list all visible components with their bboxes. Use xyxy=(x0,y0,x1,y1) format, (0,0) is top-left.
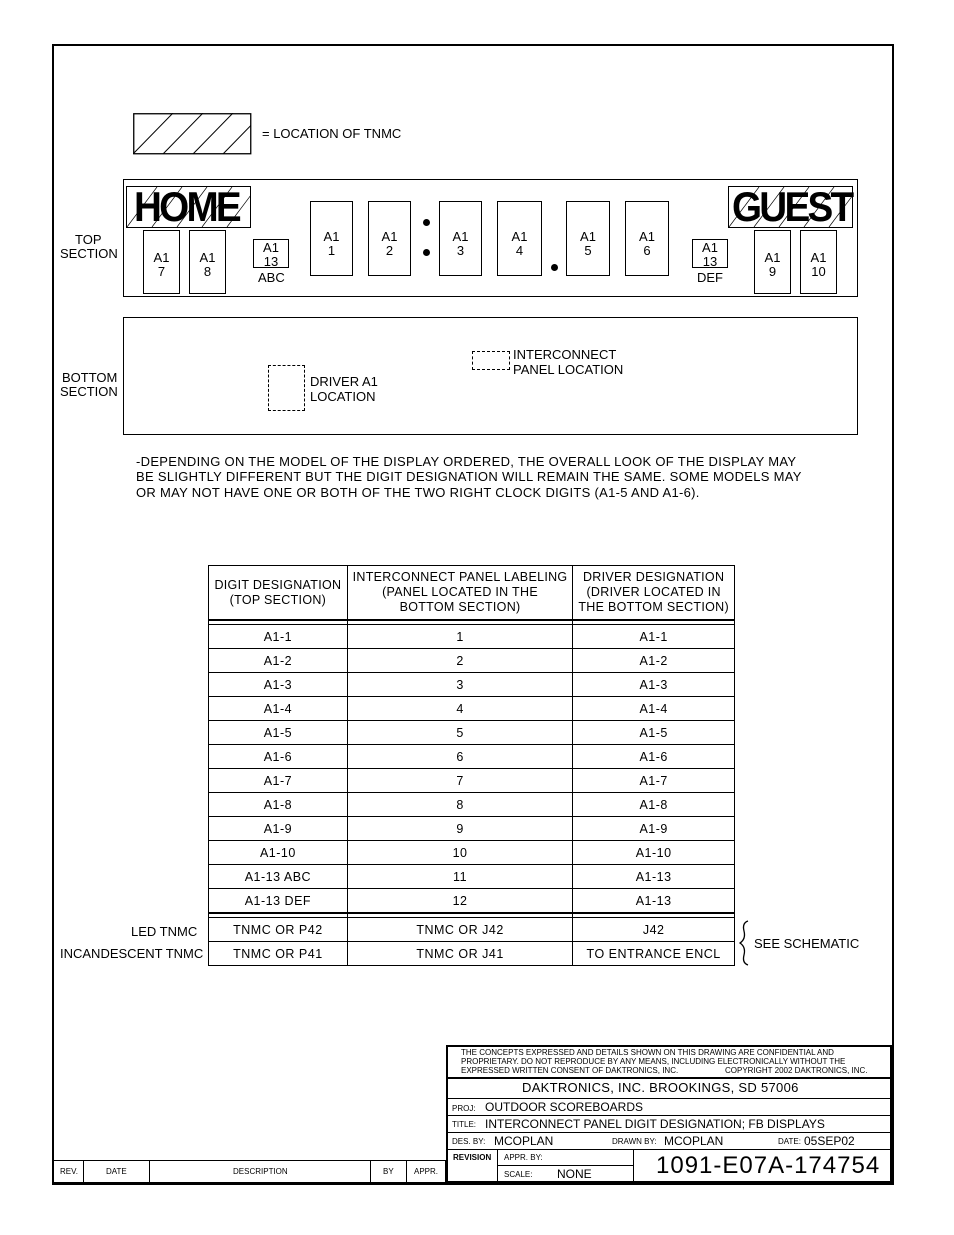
table-row: A1-6 6 A1-6 xyxy=(209,745,735,769)
table-header-row xyxy=(209,566,735,621)
table-row: A1-4 4 A1-4 xyxy=(209,697,735,721)
rev-date-header: DATE xyxy=(106,1167,127,1176)
digit-a1-10: A1 10 xyxy=(800,230,837,294)
table-row: A1-10 10 A1-10 xyxy=(209,841,735,865)
table-row: A1-8 8 A1-8 xyxy=(209,793,735,817)
digit-a1-2: A1 2 xyxy=(368,201,411,276)
appr-by-label: APPR. BY: xyxy=(504,1153,543,1162)
title-value: INTERCONNECT PANEL DIGIT DESIGNATION; FB DISPLAYS xyxy=(485,1117,825,1131)
header-driver-designation: DRIVER DESIGNATION (DRIVER LOCATED IN THE BOTTOM SECTION) xyxy=(573,566,735,621)
interconnect-label-2: PANEL LOCATION xyxy=(513,362,624,377)
designation-table xyxy=(208,565,735,966)
header-interconnect-labeling: INTERCONNECT PANEL LABELING (PANEL LOCATED IN THE BOTTOM SECTION) xyxy=(347,566,572,621)
proj-label: PROJ: xyxy=(452,1104,476,1113)
brace-icon xyxy=(738,920,752,966)
digit-a1-7: A1 7 xyxy=(143,230,180,294)
digit-a1-5: A1 5 xyxy=(566,201,610,276)
top-section-label-1: TOP xyxy=(75,232,102,247)
drawn-by-value: MCOPLAN xyxy=(664,1134,724,1148)
scale-label: SCALE: xyxy=(504,1170,533,1179)
interconnect-label-1: INTERCONNECT xyxy=(513,347,617,362)
note-line-1: -DEPENDING ON THE MODEL OF THE DISPLAY ORDERED, THE OVERALL LOOK OF THE DISPLAY MAY xyxy=(136,454,797,469)
copyright: COPYRIGHT 2002 DAKTRONICS, INC. xyxy=(725,1066,868,1075)
scale-value: NONE xyxy=(557,1167,592,1181)
decimal-dot xyxy=(551,264,558,271)
rev-description-header: DESCRIPTION xyxy=(233,1167,288,1176)
rev-by-header: BY xyxy=(383,1167,394,1176)
disclaimer-line-3: EXPRESSED WRITTEN CONSENT OF DAKTRONICS, INC. xyxy=(461,1066,679,1075)
table-row: A1-13 DEF 12 A1-13 xyxy=(209,889,735,914)
digit-a1-13-abc: A1 13 xyxy=(253,239,289,268)
note-line-2: BE SLIGHTLY DIFFERENT BUT THE DIGIT DESIGNATION WILL REMAIN THE SAME. SOME MODELS MAY xyxy=(136,469,802,484)
colon-dot-top xyxy=(423,219,430,226)
bottom-section-panel xyxy=(123,317,858,435)
interconnect-location-outline xyxy=(472,351,510,370)
bottom-section-label-2: SECTION xyxy=(60,384,118,399)
tnmc-legend-hatch xyxy=(133,113,253,156)
header-digit-designation: DIGIT DESIGNATION (TOP SECTION) xyxy=(209,566,348,621)
table-row: A1-7 7 A1-7 xyxy=(209,769,735,793)
des-by-label: DES. BY: xyxy=(452,1137,486,1146)
date-value: 05SEP02 xyxy=(804,1134,855,1148)
incandescent-tnmc-label: INCANDESCENT TNMC xyxy=(60,946,204,961)
legend-text: = LOCATION OF TNMC xyxy=(262,126,402,141)
table-row: A1-2 2 A1-2 xyxy=(209,649,735,673)
digit-a1-6: A1 6 xyxy=(625,201,669,276)
company-line: DAKTRONICS, INC. BROOKINGS, SD 57006 xyxy=(522,1080,799,1095)
drawing-number: 1091-E07A-174754 xyxy=(656,1152,881,1179)
table-row: A1-9 9 A1-9 xyxy=(209,817,735,841)
drawn-by-label: DRAWN BY: xyxy=(612,1137,657,1146)
rev-header: REV. xyxy=(60,1167,78,1176)
revision-label: REVISION xyxy=(453,1153,492,1162)
digit-a1-3: A1 3 xyxy=(439,201,482,276)
digit-a1-1: A1 1 xyxy=(310,201,353,276)
home-word: HOME xyxy=(134,183,239,230)
table-row: A1-1 1 A1-1 xyxy=(209,625,735,649)
abc-label: ABC xyxy=(258,270,285,285)
top-section-label-2: SECTION xyxy=(60,246,118,261)
disclaimer-line-2: PROPRIETARY. DO NOT REPRODUCE BY ANY MEANS, INCLUDING ELECTRONICALLY WITHOUT THE xyxy=(461,1057,846,1066)
colon-dot-bottom xyxy=(423,249,430,256)
des-by-value: MCOPLAN xyxy=(494,1134,554,1148)
note-line-3: OR MAY NOT HAVE ONE OR BOTH OF THE TWO RIGHT CLOCK DIGITS (A1-5 AND A1-6). xyxy=(136,485,700,500)
date-label: DATE: xyxy=(778,1137,801,1146)
driver-label-2: LOCATION xyxy=(310,389,376,404)
digit-a1-13-def: A1 13 xyxy=(692,239,728,268)
def-label: DEF xyxy=(697,270,723,285)
digit-a1-9: A1 9 xyxy=(754,230,791,294)
see-schematic-label: SEE SCHEMATIC xyxy=(754,936,860,951)
table-row: A1-13 ABC 11 A1-13 xyxy=(209,865,735,889)
table-row: A1-5 5 A1-5 xyxy=(209,721,735,745)
digit-a1-4: A1 4 xyxy=(497,201,542,276)
tnmc-row-incandescent: TNMC OR P41 TNMC OR J41 TO ENTRANCE ENCL xyxy=(209,942,735,966)
tnmc-row-led: TNMC OR P42 TNMC OR J42 J42 xyxy=(209,918,735,942)
driver-location-outline xyxy=(268,365,305,411)
rev-appr-header: APPR. xyxy=(414,1167,439,1176)
led-tnmc-label: LED TNMC xyxy=(131,924,198,939)
driver-label-1: DRIVER A1 xyxy=(310,374,378,389)
table-row: A1-3 3 A1-3 xyxy=(209,673,735,697)
digit-a1-8: A1 8 xyxy=(189,230,226,294)
guest-word: GUEST xyxy=(732,183,852,230)
proj-value: OUTDOOR SCOREBOARDS xyxy=(485,1100,644,1114)
title-label: TITLE: xyxy=(452,1120,477,1129)
bottom-section-label-1: BOTTOM xyxy=(62,370,118,385)
disclaimer-line-1: THE CONCEPTS EXPRESSED AND DETAILS SHOWN ON THIS DRAWING ARE CONFIDENTIAL AND xyxy=(461,1048,834,1057)
